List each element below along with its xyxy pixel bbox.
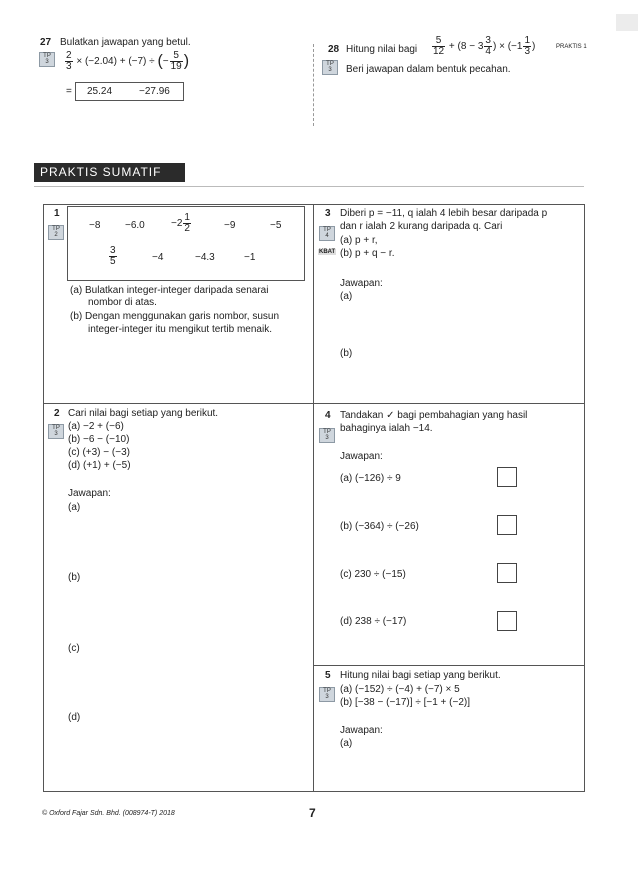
s5-part-a: (a) (−152) ÷ (−4) + (−7) × 5 xyxy=(340,684,460,695)
q27-choice-2[interactable]: −27.96 xyxy=(139,86,170,97)
list-fraction xyxy=(108,246,118,267)
grid-vertical-divider xyxy=(313,204,314,791)
fraction: $\frac{3}{4}$ xyxy=(485,35,491,57)
s3-jawapan: Jawapan: xyxy=(340,278,383,289)
s3-part-a: (a) p + r, xyxy=(340,235,378,246)
q27-text: Bulatkan jawapan yang betul. xyxy=(60,37,191,48)
s2-text: Cari nilai bagi setiap yang berikut. xyxy=(68,408,219,419)
page-number: 7 xyxy=(309,806,316,820)
s1-part-a: (a) Bulatkan integer-integer daripada senarai xyxy=(70,285,269,296)
s2-answer-a: (a) xyxy=(68,502,81,513)
q27-expression: $\frac{2}{3}$ × (−2.04) + (−7) ÷ (− $\frac{5}{19}$ ) xyxy=(66,50,190,72)
s3-part-b: (b) p + q − r. xyxy=(340,248,395,259)
s2-answer-b: (b) xyxy=(68,572,81,583)
s1-number: 1 xyxy=(54,208,60,219)
s1-part-b-cont: integer-integer itu mengikut tertib menaik. xyxy=(88,324,272,335)
s5-jawapan: Jawapan: xyxy=(340,725,383,736)
q27-choice-1[interactable]: 25.24 xyxy=(87,86,113,97)
s4-line1: Tandakan ✓ bagi pembahagian yang hasil xyxy=(340,410,528,421)
tp-badge: TP 2 xyxy=(48,225,64,240)
tick-box-c[interactable] xyxy=(497,563,517,583)
s3-number: 3 xyxy=(325,208,331,219)
list-mixed-number: −2 $\frac{1}{2}$ xyxy=(171,212,190,234)
equals-sign: = xyxy=(66,86,72,97)
fraction: $\frac{2}{3}$ xyxy=(66,50,72,72)
s1-part-a-cont: nombor di atas. xyxy=(88,297,157,308)
column-divider xyxy=(313,44,314,126)
s2-item: (d) (+1) + (−5) xyxy=(68,460,131,471)
q28-expression: $\frac{5}{12}$ + (8 − 3 $\frac{3}{4}$ ) × (−1 $\frac{1}{3}$ ) xyxy=(433,35,536,57)
tick-box-a[interactable] xyxy=(497,467,517,487)
fraction: $\frac{3}{5}$ xyxy=(110,245,116,267)
tp-badge: TP 3 xyxy=(322,60,338,75)
list-number: −4 xyxy=(152,252,164,263)
s3-line2: dan r ialah 2 kurang daripada q. Cari xyxy=(340,221,503,232)
list-number: −9 xyxy=(224,220,236,231)
s4-line2: bahaginya ialah −14. xyxy=(340,423,433,434)
q27-number: 27 xyxy=(40,37,52,48)
fraction: $\frac{5}{12}$ xyxy=(433,35,445,57)
q28-number: 28 xyxy=(328,44,340,55)
s1-part-b: (b) Dengan menggunakan garis nombor, susun xyxy=(70,311,280,322)
page-corner-tab xyxy=(616,14,638,31)
tp-badge: TP 3 xyxy=(39,52,55,67)
s4-jawapan: Jawapan: xyxy=(340,451,383,462)
fraction: $\frac{1}{3}$ xyxy=(524,35,530,57)
copyright-text: © Oxford Fajar Sdn. Bhd. (008974-T) 2018 xyxy=(42,810,175,817)
s2-item: (c) (+3) − (−3) xyxy=(68,447,130,458)
kbat-badge: KBAT xyxy=(319,249,336,255)
grid-divider-q5 xyxy=(313,665,584,666)
fraction: $\frac{5}{19}$ xyxy=(170,50,182,72)
s5-number: 5 xyxy=(325,670,331,681)
s4-item-d: (d) 238 ÷ (−17) xyxy=(340,616,407,627)
s2-item: (b) −6 − (−10) xyxy=(68,434,130,445)
list-number: −4.3 xyxy=(195,252,215,263)
section-banner: PRAKTIS SUMATIF xyxy=(34,163,185,182)
q28-text: Hitung nilai bagi xyxy=(346,44,418,55)
s2-answer-c: (c) xyxy=(68,643,80,654)
s5-text: Hitung nilai bagi setiap yang berikut. xyxy=(340,670,501,681)
tp-badge: TP 3 xyxy=(319,687,335,702)
q28-instruction: Beri jawapan dalam bentuk pecahan. xyxy=(346,64,511,75)
list-number: −1 xyxy=(244,252,256,263)
s2-item: (a) −2 + (−6) xyxy=(68,421,124,432)
s2-jawapan: Jawapan: xyxy=(68,488,111,499)
s4-item-a: (a) (−126) ÷ 9 xyxy=(340,473,401,484)
grid-horizontal-divider xyxy=(43,403,584,404)
list-number: −8 xyxy=(89,220,101,231)
tp-badge: TP 4 xyxy=(319,226,335,241)
banner-rule xyxy=(34,186,584,187)
fraction: $\frac{1}{2}$ xyxy=(184,212,190,234)
s4-item-b: (b) (−364) ÷ (−26) xyxy=(340,521,419,532)
praktis-label: PRAKTIS 1 xyxy=(556,44,587,50)
tp-badge: TP 3 xyxy=(48,424,64,439)
s4-item-c: (c) 230 ÷ (−15) xyxy=(340,569,406,580)
list-number: −6.0 xyxy=(125,220,145,231)
s3-answer-b: (b) xyxy=(340,348,353,359)
tp-badge: TP 3 xyxy=(319,428,335,443)
tick-box-d[interactable] xyxy=(497,611,517,631)
s4-number: 4 xyxy=(325,410,331,421)
list-number: −5 xyxy=(270,220,282,231)
s5-answer-a: (a) xyxy=(340,738,353,749)
s5-part-b: (b) [−38 − (−17)] ÷ [−1 + (−2)] xyxy=(340,697,470,708)
s2-answer-d: (d) xyxy=(68,712,81,723)
s2-number: 2 xyxy=(54,408,60,419)
tick-box-b[interactable] xyxy=(497,515,517,535)
s3-answer-a: (a) xyxy=(340,291,353,302)
s3-line1: Diberi p = −11, q ialah 4 lebih besar daripada p xyxy=(340,208,548,219)
